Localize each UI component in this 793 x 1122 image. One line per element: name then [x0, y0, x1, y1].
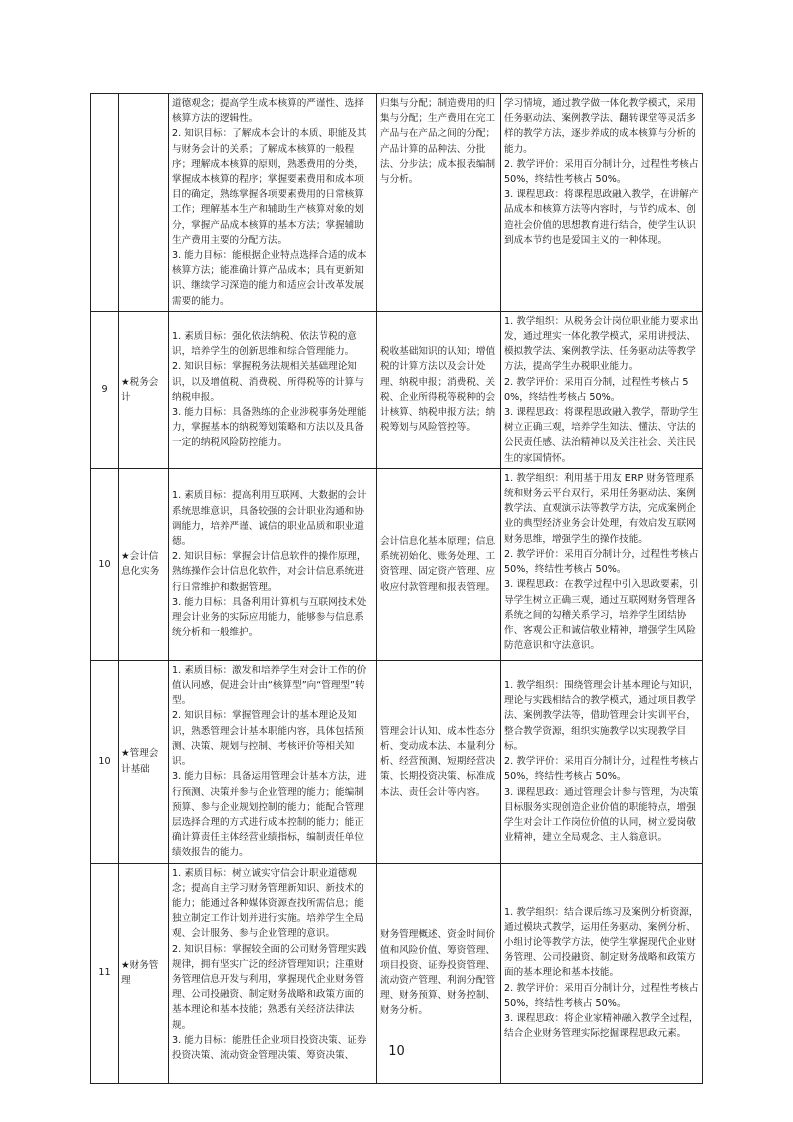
- row-number: [91, 94, 119, 312]
- objective-line: 3. 能力目标：能胜任企业项目投资决策、证券投资决策、流动资金管理决策、筹资决策、: [172, 1034, 367, 1061]
- course-content: 管理会计认知、成本性态分析、变动成本法、本量利分析、经营预测、短期经营决策、长期投资决策、标准成本法、责任会计等内容。: [377, 660, 501, 863]
- teaching-requirements: [501, 660, 703, 863]
- table-row: [91, 311, 703, 468]
- course-objectives: [169, 311, 377, 468]
- objective-line: 1. 素质目标：强化依法纳税、依法节税的意识，培养学生的创新思维和综合管理能力。: [172, 331, 357, 358]
- requirement-line: 1. 教学组织：结合课后练习及案例分析资源，通过模块式教学，运用任务驱动、案例分析、小组讨论等教学方法，使学生掌握现代企业财务管理、公司投融资、制定财务战略和政策方面的基本理论和基本技能。: [504, 906, 699, 979]
- teaching-requirements: [501, 311, 703, 468]
- table-row: [91, 468, 703, 660]
- course-table-body: [91, 94, 703, 1084]
- page-number: 10: [388, 1044, 405, 1059]
- course-objectives: [169, 660, 377, 863]
- course-content: 财务管理概述、资金时间价值和风险价值、筹资管理、项目投资、证券投资管理、流动资产管理、利润分配管理、财务预算、财务控制、财务分析。: [377, 863, 501, 1083]
- requirement-line: 2. 教学评价：采用百分制计分，过程性考核占 50%，终结性考核占 50%。: [504, 982, 699, 1009]
- requirement-line: 学习情境，通过教学做一体化教学模式，采用任务驱动法、案例教学法、翻转课堂等灵活多样的教学方法，逐步养成的成本核算与分析的能力。: [504, 98, 696, 155]
- table-row: [91, 660, 703, 863]
- teaching-requirements: [501, 94, 703, 312]
- objective-line: 2. 知识目标：掌握管理会计的基本理论及知识，熟悉管理会计基本职能内容，具体包括预测、决策、规划与控制、考核评价等相关知识。: [172, 710, 364, 768]
- course-content: 归集与分配；制造费用的归集与分配；生产费用在完工产品与在产品之间的分配；产品计算的品种法、分批法、分步法；成本报表编制与分析。: [377, 94, 501, 312]
- course-name: ★管理会计基础: [119, 660, 169, 863]
- requirement-line: 2. 教学评价：采用百分制计分，过程性考核占 50%，终结性考核占 50%。: [504, 756, 699, 783]
- requirement-line: 1. 教学组织：利用基于用友 ERP 财务管理系统和财务云平台双行，采用任务驱动法、案例教学法、直观演示法等教学方法，完成案例企业的典型经济业务会计处理，有效启发互联网财务思维，增强学生的操作技能。: [504, 472, 696, 545]
- course-objectives: [169, 468, 377, 660]
- requirement-line: 3. 课程思政：将企业家精神融入教学全过程，结合企业财务管理实际挖掘课程思政元素。: [504, 1013, 699, 1040]
- course-name: ★税务会计: [119, 311, 169, 468]
- course-name: [119, 94, 169, 312]
- table-row: [91, 94, 703, 312]
- teaching-requirements: [501, 468, 703, 660]
- objective-line: 道德观念；提高学生成本核算的严谨性、选择核算方法的逻辑性。: [172, 98, 364, 125]
- objective-line: 1. 素质目标：提高利用互联网、大数据的会计系统思维意识，具备较强的会计职业沟通和协调能力，培养严谨、诚信的职业品质和职业道德。: [172, 490, 367, 547]
- course-name: ★财务管理: [119, 863, 169, 1083]
- course-objectives: [169, 94, 377, 312]
- objective-line: 3. 能力目标：具备运用管理会计基本方法，进行预测、决策并参与企业管理的能力；能编制预算、参与企业规划控制的能力；能配合管理层选择合理的方式进行成本控制的能力；能正确计算责任主体经营业绩指标，编制责任单位绩效报告的能力。: [172, 771, 367, 859]
- course-table: [90, 93, 703, 1084]
- objective-line: 2. 知识目标：了解成本会计的本质、职能及其与财务会计的关系；了解成本核算的一般程序；理解成本核算的原则，熟悉费用的分类，掌握成本核算的程序；掌握要素费用和成本项目的确定，熟练掌握各项要素费用的日常核算工作；理解基本生产和辅助生产核算对象的划分，掌握产品成本核算的基本方法；掌握辅助生产费用主要的分配方法。: [172, 128, 367, 246]
- row-number: 10: [91, 468, 119, 660]
- row-number: 10: [91, 660, 119, 863]
- requirement-line: 3. 课程思政：在教学过程中引入思政要素，引导学生树立正确三观，通过互联网财务管理各系统之间的勾稽关系学习，培养学生团结协作、客观公正和诚信敬业精神，增强学生风险防范意识和守法意识。: [504, 579, 699, 652]
- objective-line: 3. 能力目标：能根据企业特点选择合适的成本核算方法；能准确计算产品成本；具有更新知识、继续学习深造的能力和适应会计改革发展需要的能力。: [172, 250, 367, 307]
- requirement-line: 1. 教学组织：从税务会计岗位职业能力要求出发，通过理实一体化教学模式，采用讲授法、模拟教学法、案例教学法、任务驱动法等教学方法，提高学生办税职业能力。: [504, 315, 699, 373]
- objective-line: 1. 素质目标：树立诚实守信会计职业道德观念；提高自主学习财务管理新知识、新技术的能力；能通过各种媒体资源查找所需信息；能独立制定工作计划并进行实施。培养学生全局观、会计服务、参与企业管理的意识。: [172, 867, 364, 940]
- objective-line: 2. 知识目标：掌握会计信息软件的操作原理，熟练操作会计信息化软件，对会计信息系统进行日常维护和数据管理。: [172, 551, 367, 593]
- objective-line: 2. 知识目标：掌握税务法规相关基础理论知识，以及增值税、消费税、所得税等的计算与纳税申报。: [172, 361, 364, 403]
- requirement-line: 2. 教学评价：采用百分制计分，过程性考核占 50%，终结性考核占 50%。: [504, 158, 699, 186]
- course-content: 会计信息化基本原理；信息系统初始化、账务处理、工资管理、固定资产管理、应收应付款管理和报表管理。: [377, 468, 501, 660]
- objective-line: 3. 能力目标：具备熟练的企业涉税事务处理能力，掌握基本的纳税筹划策略和方法以及具备一定的纳税风险防控能力。: [172, 407, 367, 449]
- course-content: 税收基础知识的认知；增值税的计算方法以及会计处理、纳税申报；消费税、关税、企业所得税等税种的会计核算、纳税申报方法；纳税筹划与风险管控等。: [377, 311, 501, 468]
- requirement-line: 1. 教学组织：围绕管理会计基本理论与知识，理论与实践相结合的教学模式，通过项目教学法、案例教学法等，借助管理会计实训平台，整合教学资源，组织实施教学以实现教学目标。: [504, 680, 699, 752]
- course-name: ★会计信息化实务: [119, 468, 169, 660]
- objective-line: 3. 能力目标：具备利用计算机与互联网技术处理会计业务的实际应用能力，能够参与信息系统分析和一般维护。: [172, 596, 367, 639]
- requirement-line: 3. 课程思政：将课程思政融入教学，帮助学生树立正确三观，培养学生知法、懂法、守法的公民责任感、法治精神以及关注社会、关注民生的家国情怀。: [504, 407, 699, 464]
- objective-line: 2. 知识目标：掌握较全面的公司财务管理实践规律，拥有坚实广泛的经济管理知识；注重财务管理信息开发与利用，掌握现代企业财务管理、公司投融资、制定财务战略和政策方面的基本理论和基本技能；熟悉有关经济法律法规。: [172, 943, 367, 1031]
- row-number: 9: [91, 311, 119, 468]
- requirement-line: 2. 教学评价：采用百分制计分，过程性考核占 50%，终结性考核占 50%。: [504, 548, 699, 576]
- row-number: 11: [91, 863, 119, 1083]
- objective-line: 1. 素质目标：激发和培养学生对会计工作的价值认同感，促进会计由“核算型”向“管理型”转型。: [172, 664, 367, 707]
- requirement-line: 3. 课程思政：将课程思政融入教学，在讲解产品成本和核算方法等内容时，与节约成本、创造社会价值的思想教育进行结合，使学生认识到成本节约也是爱国主义的一种体现。: [504, 189, 699, 246]
- requirement-line: 2. 教学评价：采用百分制，过程性考核占 50%，终结性考核占 50%。: [504, 376, 689, 403]
- requirement-line: 3. 课程思政：通过管理会计参与管理，为决策目标服务实现创造企业价值的职能特点，增强学生对会计工作岗位价值的认同，树立爱岗敬业精神，建立全局观念、主人翁意识。: [504, 786, 699, 844]
